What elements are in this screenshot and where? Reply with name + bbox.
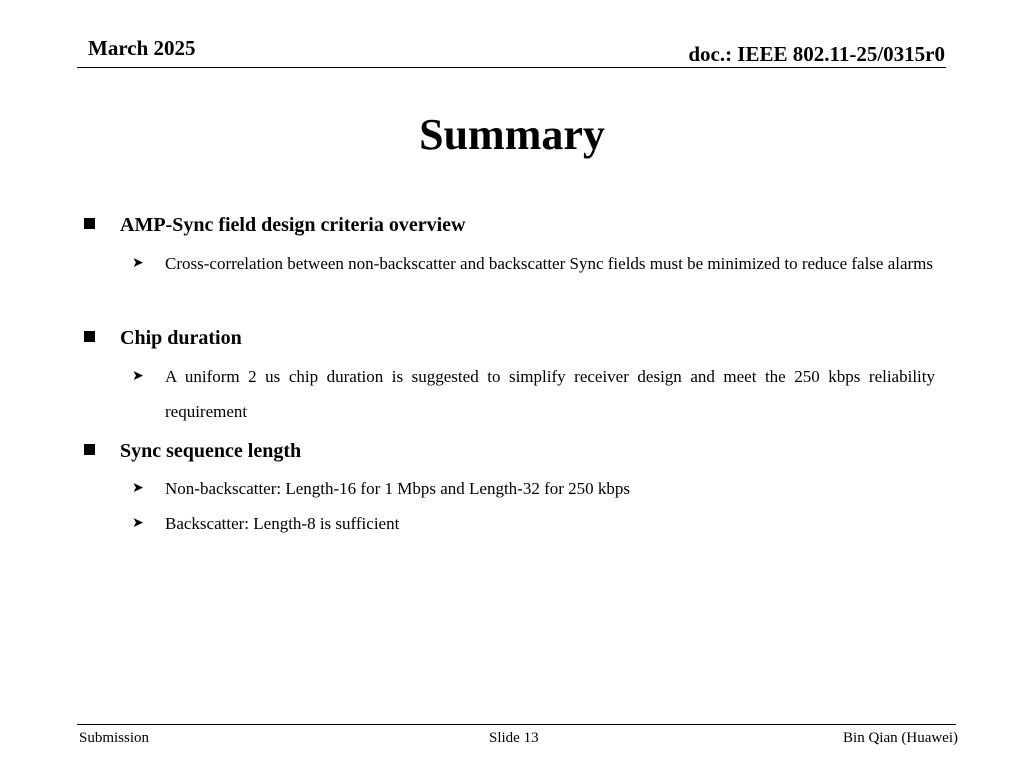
sub-bullet-item bbox=[132, 359, 935, 429]
bullet-text: AMP-Sync field design criteria overview bbox=[120, 214, 466, 236]
header-date: March 2025 bbox=[88, 36, 196, 60]
footer-author: Bin Qian (Huawei) bbox=[843, 730, 958, 746]
bullet-text: Sync sequence length bbox=[120, 440, 302, 462]
sub-bullet-item bbox=[132, 506, 935, 541]
sub-bullet-item bbox=[132, 471, 935, 506]
arrow-bullet-icon: ➤ bbox=[132, 516, 144, 531]
sub-bullet-text: Non-backscatter: Length-16 for 1 Mbps and Length-32 for 250 kbps bbox=[165, 479, 631, 498]
bullet-text: Chip duration bbox=[120, 327, 242, 349]
arrow-bullet-icon: ➤ bbox=[132, 369, 144, 384]
square-bullet-icon bbox=[84, 444, 95, 455]
sub-bullet-text: Backscatter: Length-8 is sufficient bbox=[165, 514, 400, 533]
arrow-bullet-icon: ➤ bbox=[132, 256, 144, 271]
footer-slide-number: Slide 13 bbox=[489, 730, 539, 746]
footer-divider bbox=[77, 724, 956, 725]
sub-bullet-text: A uniform 2 us chip duration is suggested to simplify receiver design and meet the 250 kbps reliability requirement bbox=[165, 367, 935, 421]
header-doc-id: doc.: IEEE 802.11-25/0315r0 bbox=[688, 42, 945, 66]
sub-bullet-text: Cross-correlation between non-backscatter and backscatter Sync fields must be minimized to reduce false alarms bbox=[165, 254, 934, 273]
sub-bullet-item bbox=[132, 246, 935, 281]
square-bullet-icon bbox=[84, 331, 95, 342]
square-bullet-icon bbox=[84, 218, 95, 229]
arrow-bullet-icon: ➤ bbox=[132, 481, 144, 496]
footer-submission: Submission bbox=[79, 730, 150, 746]
slide-title: Summary bbox=[419, 110, 605, 159]
